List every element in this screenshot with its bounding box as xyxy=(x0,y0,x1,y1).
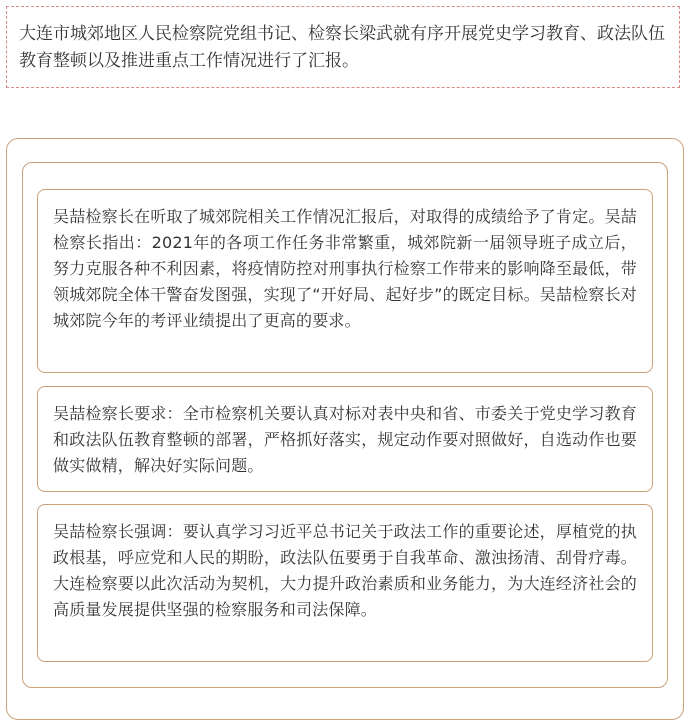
intro-text: 大连市城郊地区人民检察院党组书记、检察长梁武就有序开展党史学习教育、政法队伍教育整顿以及推进重点工作情况进行了汇报。 xyxy=(19,24,665,71)
intro-box xyxy=(6,6,680,88)
paragraph-card-3 xyxy=(37,504,653,662)
paragraph-text-2: 吴喆检察长要求：全市检察机关要认真对标对表中央和省、市委关于党史学习教育和政法队伍教育整顿的部署，严格抓好落实，规定动作要对照做好，自选动作也要做实做精，解决好实际问题。 xyxy=(53,404,637,475)
paragraph-text-3: 吴喆检察长强调：要认真学习习近平总书记关于政法工作的重要论述，厚植党的执政根基，呼应党和人民的期盼，政法队伍要勇于自我革命、激浊扬清、刮骨疗毒。大连检察要以此次活动为契机，大力提升政治素质和业务能力，为大连经济社会的高质量发展提供坚强的检察服务和司法保障。 xyxy=(53,522,637,619)
paragraph-card-2 xyxy=(37,386,653,492)
paragraph-text-1: 吴喆检察长在听取了城郊院相关工作情况汇报后，对取得的成绩给予了肯定。吴喆检察长指出：2021年的各项工作任务非常繁重，城郊院新一届领导班子成立后，努力克服各种不利因素，将疫情防控对刑事执行检察工作带来的影响降至最低，带领城郊院全体干警奋发图强，实现了“开好局、起好步”的既定目标。吴喆检察长对城郊院今年的考评业绩提出了更高的要求。 xyxy=(53,207,637,330)
paragraph-card-1 xyxy=(37,189,653,373)
